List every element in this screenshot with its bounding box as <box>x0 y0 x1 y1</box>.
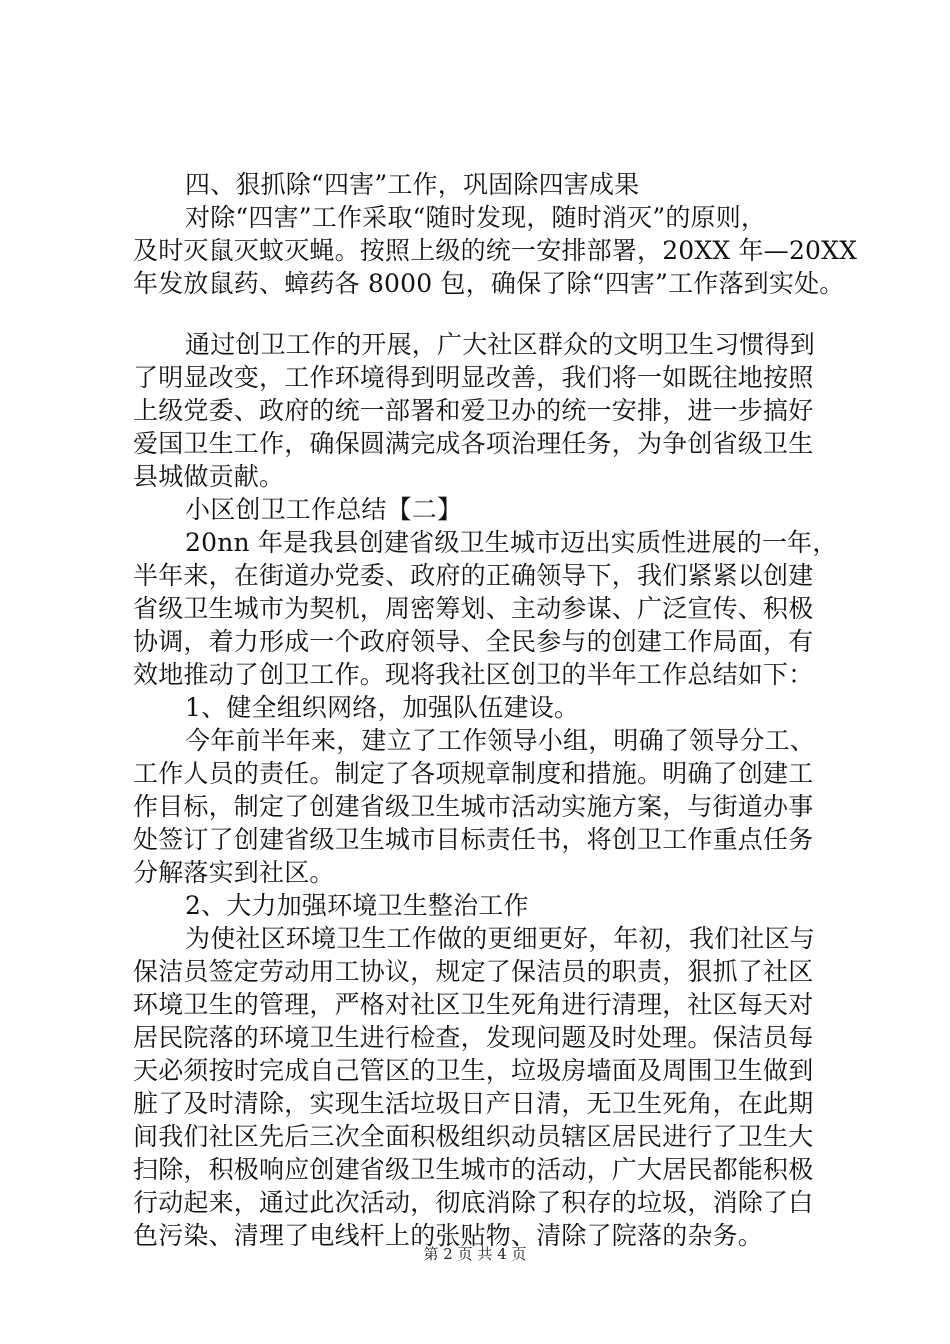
subsection-heading-1: 1、健全组织网络，加强队伍建设。 <box>185 693 580 722</box>
section-heading-4: 四、狠抓除“四害”工作，巩固除四害成果 <box>185 170 640 199</box>
paragraph-line: 居民院落的环境卫生进行检查，发现问题及时处理。保洁员每 <box>133 1023 814 1052</box>
paragraph-line: 工作人员的责任。制定了各项规章制度和措施。明确了创建工 <box>133 759 814 788</box>
paragraph-line: 年发放鼠药、蟑药各 8000 包，确保了除“四害”工作落到实处。 <box>133 269 845 298</box>
paragraph-line: 色污染、清理了电线杆上的张贴物、清除了院落的杂务。 <box>133 1221 764 1250</box>
paragraph-line: 半年来，在街道办党委、政府的正确领导下，我们紧紧以创建 <box>133 561 814 590</box>
paragraph-line: 上级党委、政府的统一部署和爱卫办的统一安排，进一步搞好 <box>133 396 814 425</box>
paragraph-line: 脏了及时清除，实现生活垃圾日产日清，无卫生死角，在此期 <box>133 1089 814 1118</box>
document-body <box>133 168 858 1252</box>
paragraph-gap <box>133 300 853 328</box>
paragraph-line: 行动起来，通过此次活动，彻底消除了积存的垃圾，消除了白 <box>133 1188 814 1217</box>
paragraph-line: 省级卫生城市为契机，周密筹划、主动参谋、广泛宣传、积极 <box>133 594 814 623</box>
paragraph-line: 通过创卫工作的开展，广大社区群众的文明卫生习惯得到 <box>185 330 816 359</box>
subsection-heading-2: 2、大力加强环境卫生整治工作 <box>185 891 529 920</box>
paragraph-line: 了明显改变，工作环境得到明显改善，我们将一如既往地按照 <box>133 363 814 392</box>
paragraph-line: 处签订了创建省级卫生城市目标责任书，将创卫工作重点任务 <box>133 825 814 854</box>
section-title: 小区创卫工作总结【二】 <box>185 495 463 524</box>
paragraph-line: 20nn 年是我县创建省级卫生城市迈出实质性进展的一年， <box>185 528 838 557</box>
paragraph-line: 协调，着力形成一个政府领导、全民参与的创建工作局面，有 <box>133 627 814 656</box>
paragraph-line: 对除“四害”工作采取“随时发现，随时消灭”的原则， <box>185 203 767 232</box>
paragraph-line: 作目标，制定了创建省级卫生城市活动实施方案，与街道办事 <box>133 792 814 821</box>
page-number-footer: 第 2 页 共 4 页 <box>423 1245 527 1263</box>
paragraph-line: 分解落实到社区。 <box>133 858 335 887</box>
paragraph-line: 及时灭鼠灭蚊灭蝇。按照上级的统一安排部署，20XX 年—20XX <box>133 236 858 265</box>
paragraph-line: 效地推动了创卫工作。现将我社区创卫的半年工作总结如下： <box>133 660 814 689</box>
paragraph-line: 今年前半年来，建立了工作领导小组，明确了领导分工、 <box>185 726 816 755</box>
paragraph-line: 爱国卫生工作，确保圆满完成各项治理任务，为争创省级卫生 <box>133 429 814 458</box>
paragraph-line: 间我们社区先后三次全面积极组织动员辖区居民进行了卫生大 <box>133 1122 814 1151</box>
paragraph-line: 县城做贡献。 <box>133 462 285 491</box>
paragraph-line: 保洁员签定劳动用工协议，规定了保洁员的职责，狠抓了社区 <box>133 957 814 986</box>
paragraph-line: 环境卫生的管理，严格对社区卫生死角进行清理，社区每天对 <box>133 990 814 1019</box>
paragraph-line: 为使社区环境卫生工作做的更细更好，年初，我们社区与 <box>185 924 816 953</box>
paragraph-line: 扫除，积极响应创建省级卫生城市的活动，广大居民都能积极 <box>133 1155 814 1184</box>
paragraph-line: 天必须按时完成自己管区的卫生，垃圾房墙面及周围卫生做到 <box>133 1056 814 1085</box>
